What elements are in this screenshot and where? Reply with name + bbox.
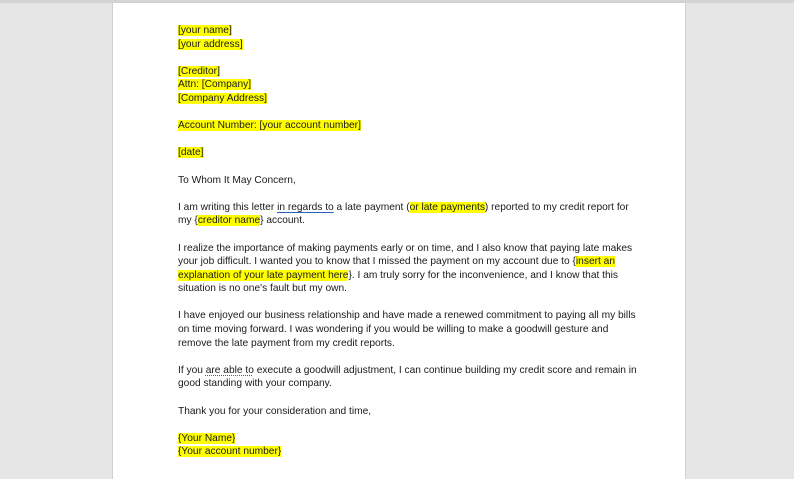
para1-text: a late payment ( <box>333 201 410 213</box>
para1-line2 <box>178 214 648 228</box>
salutation: To Whom It May Concern, <box>178 174 296 186</box>
document-page[interactable] <box>113 3 685 479</box>
sender-name-line <box>178 24 648 38</box>
para1-text: my { <box>178 215 198 227</box>
sender-name: [your name] <box>178 25 232 36</box>
company-address-line <box>178 92 648 106</box>
attn-line <box>178 78 648 92</box>
closing: Thank you for your consideration and time, <box>178 405 372 417</box>
para1-text: ) reported to my credit report for <box>484 201 629 213</box>
para2-line1: I realize the importance of making payments early or on time, and I also know that paying late makes <box>178 242 633 254</box>
explanation-placeholder-start: insert an <box>575 256 615 268</box>
signature-account: {Your account number} <box>178 446 282 458</box>
signature-name-line <box>178 432 648 446</box>
para2-line4: situation is no one's fault but my own. <box>178 283 347 295</box>
para4-text: If you <box>178 364 206 376</box>
signature-account-line <box>178 445 648 459</box>
para4-text: execute a goodwill adjustment, I can continue building my credit score and remain in <box>253 364 637 376</box>
para3-line1: I have enjoyed our business relationship and have made a renewed commitment to paying all my bills <box>178 310 636 322</box>
late-payments-placeholder: or late payments <box>409 201 485 213</box>
para2-line2 <box>178 255 648 269</box>
sender-address: [your address] <box>178 38 243 50</box>
grammar-flag-are-able-to[interactable]: are able to <box>205 364 254 376</box>
para3-line2: on time moving forward. I was wondering if you would be willing to make a goodwill gesture and <box>178 324 609 336</box>
signature-name: {Your Name} <box>178 432 236 444</box>
account-number: Account Number: [your account number] <box>178 120 361 132</box>
para3-line3: remove the late payment from my credit reports. <box>178 337 395 349</box>
letter-body[interactable] <box>178 24 648 459</box>
explanation-placeholder-end: explanation of your late payment here <box>178 269 349 281</box>
para4-line1 <box>178 364 648 378</box>
creditor-name-placeholder: creditor name <box>197 215 261 227</box>
para4-line2: good standing with your company. <box>178 378 332 390</box>
account-number-line <box>178 119 648 133</box>
para1-text: } account. <box>260 215 305 227</box>
attn-company: Attn: [Company] <box>178 79 252 91</box>
creditor: [Creditor] <box>178 65 220 77</box>
para2-line3 <box>178 269 648 283</box>
company-address: [Company Address] <box>178 92 267 104</box>
para2-text: your job difficult. I wanted you to know that I missed the payment on my account due to { <box>178 256 576 268</box>
date-line <box>178 146 648 160</box>
date: [date] <box>178 147 204 159</box>
creditor-line <box>178 65 648 79</box>
para2-text: }. I am truly sorry for the inconvenience, and I know that this <box>348 269 619 281</box>
grammar-flag-in-regards-to[interactable]: in regards to <box>277 201 334 213</box>
para1-line1 <box>178 201 648 215</box>
sender-address-line <box>178 38 648 52</box>
para1-text: I am writing this letter <box>178 201 278 213</box>
